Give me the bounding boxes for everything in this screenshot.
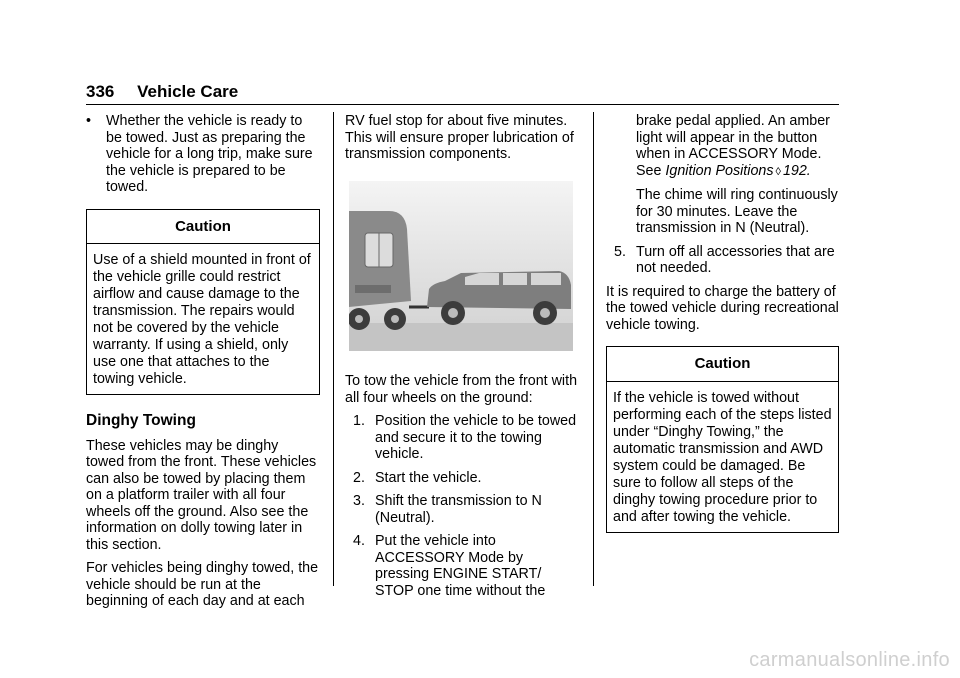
step-text: Start the vehicle.	[375, 469, 482, 486]
column-2-lower	[345, 373, 581, 606]
cross-reference[interactable]: Ignition Positions	[665, 162, 774, 179]
step-text: Shift the transmission to N (Neutral).	[375, 493, 542, 526]
step-number: 5.	[614, 243, 626, 260]
page-number: 336	[86, 82, 115, 101]
bullet-text: Whether the vehicle is ready to be towed. Just as preparing the vehicle for a long trip, make sure the vehicle is prepared to be towed.	[106, 113, 313, 195]
step-text: Position the vehicle to be towed and secure it to the towing vehicle.	[375, 413, 577, 462]
column-divider-2	[593, 112, 594, 586]
step-continuation	[606, 113, 839, 180]
caution-title: Caution	[607, 347, 838, 382]
paragraph: These vehicles may be dinghy towed from the front. These vehicles can also be towed by placing them on a platform trailer with all four wheels off the ground. Also see the information on dolly towing later in this section.	[86, 437, 317, 553]
page-header	[86, 82, 238, 102]
column-divider-1	[333, 112, 334, 586]
list-item	[345, 470, 581, 487]
paragraph: RV fuel stop for about five minutes. This will ensure proper lubrication of transmission components.	[345, 113, 574, 162]
step-number: 4.	[353, 533, 365, 549]
step-text: brake pedal applied. An amber light will appear in the button when in ACCESSORY Mode. See	[636, 113, 830, 179]
header-rule	[86, 104, 839, 105]
bullet-mark: •	[86, 113, 92, 129]
step-text: Put the vehicle into ACCESSORY Mode by pressing ENGINE START/ STOP one time without the	[375, 533, 546, 599]
step-note: The chime will ring continuously for 30 minutes. Leave the transmission in N (Neutral).	[636, 187, 838, 236]
page-title: Vehicle Care	[137, 82, 239, 101]
list-item	[345, 493, 581, 526]
list-item	[86, 113, 320, 196]
caution-body: Use of a shield mounted in front of the vehicle grille could restrict airflow and cause damage to the transmission. The repairs would not be covered by the vehicle warranty. If using a shield, only use one that attaches to the towing vehicle.	[93, 252, 311, 387]
section-title: Dinghy Towing	[86, 412, 196, 429]
list-item	[606, 244, 839, 277]
watermark: carmanualsonline.info	[749, 649, 950, 671]
column-2	[345, 113, 581, 170]
page-reference[interactable]: 192.	[782, 162, 811, 179]
caution-body: If the vehicle is towed without performing each of the steps listed under “Dinghy Towing,” the automatic transmission and AWD system could be damaged. Be sure to follow all steps of the dinghy towing procedure prior to and after towing the vehicle.	[613, 389, 832, 525]
step-number: 2.	[353, 469, 365, 486]
column-3	[606, 113, 839, 533]
column-1	[86, 113, 320, 617]
step-number: 1.	[353, 413, 365, 429]
list-item	[345, 533, 581, 599]
caution-title: Caution	[87, 210, 319, 245]
paragraph: To tow the vehicle from the front with all four wheels on the ground:	[345, 373, 578, 406]
caution-box	[86, 209, 320, 396]
paragraph: It is required to charge the battery of the towed vehicle during recreational vehicle towing.	[606, 283, 839, 333]
step-number: 3.	[353, 493, 365, 509]
caution-box	[606, 346, 839, 533]
page-ref-icon: ◊	[775, 165, 781, 178]
paragraph: For vehicles being dinghy towed, the vehicle should be run at the beginning of each day and at each	[86, 560, 319, 609]
road	[349, 323, 573, 351]
list-item	[345, 413, 581, 463]
dinghy-towing-illustration	[349, 181, 573, 351]
step-text: Turn off all accessories that are not needed.	[636, 243, 835, 276]
